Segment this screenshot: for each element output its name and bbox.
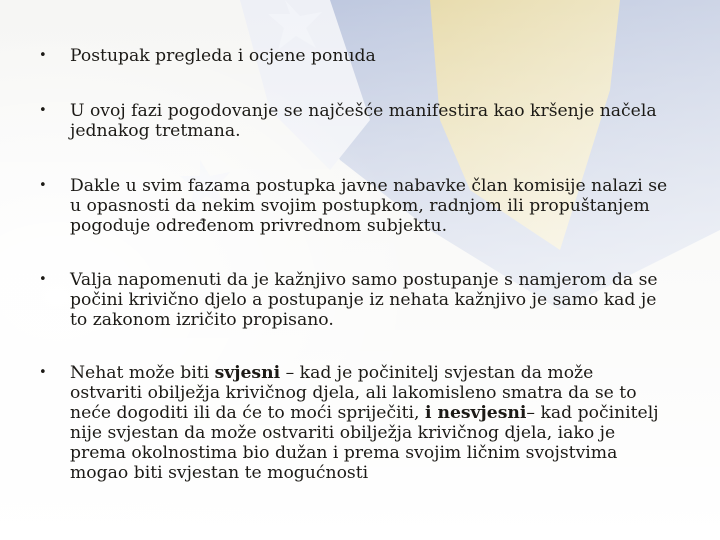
bullet-item-1: [39, 46, 670, 66]
term-svjesni: svjesni: [214, 363, 281, 383]
bullet-text: Dakle u svim fazama postupka javne nabavke član komisije nalazi se u opasnosti da nekim svojim postupkom, radnjom ili propuštanjem pogoduje određenom privrednom subjektu.: [70, 176, 668, 236]
bullet-item-2: [39, 101, 670, 141]
bullet-item-4: [39, 270, 670, 330]
bullet-icon: •: [39, 365, 47, 380]
bullet-text: U ovoj fazi pogodovanje se najčešće manifestira kao kršenje načela jednakog tretmana.: [70, 101, 657, 141]
bullet-icon: •: [39, 48, 47, 63]
bullet-text-part2: – kad je počinitelj svjestan da može ostvariti obilježja krivičnog djela, ali lakomisleno smatra da se to neće dogoditi ili da će to moći spriječiti,: [70, 363, 637, 423]
term-nesvjesni: i nesvjesni: [424, 403, 527, 423]
bullet-icon: •: [39, 272, 47, 287]
bullet-icon: •: [39, 103, 47, 118]
bullet-item-3: [39, 176, 670, 236]
bullet-text: Valja napomenuti da je kažnjivo samo postupanje s namjerom da se počini krivično djelo a postupanje iz nehata kažnjivo je samo kad je to zakonom izričito propisano.: [70, 270, 658, 330]
bullet-item-5: [39, 363, 670, 483]
bullet-icon: •: [39, 178, 47, 193]
bullet-text: Postupak pregleda i ocjene ponuda: [70, 46, 376, 66]
bullet-text-part3: – kad počinitelj nije svjestan da može ostvariti obilježja krivičnog djela, iako je prema okolnostima bio dužan i prema svojim ličnim svojstvima mogao biti svjestan te mogućnosti: [70, 403, 659, 483]
bullet-text-part1: Nehat može biti: [70, 363, 215, 383]
